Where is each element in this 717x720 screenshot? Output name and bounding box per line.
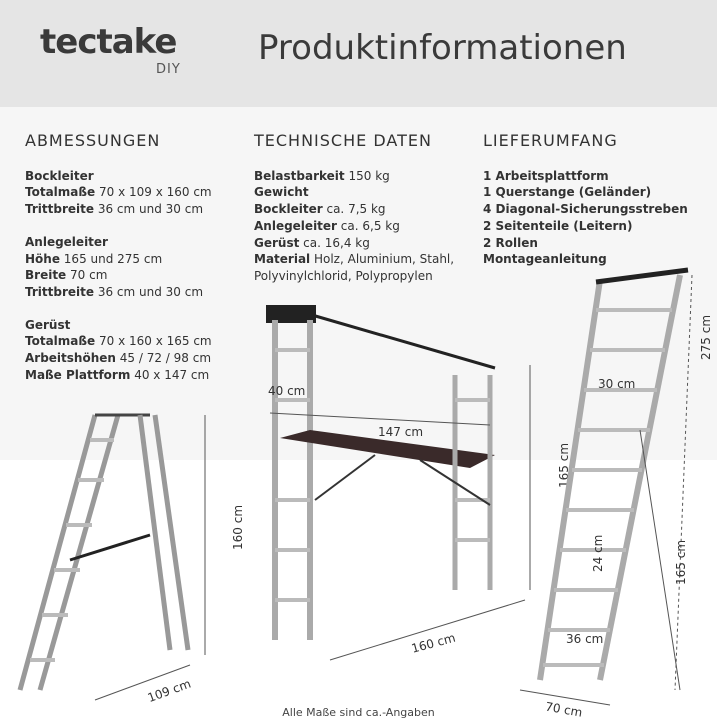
dim-ladder-rung: 24 cm xyxy=(591,534,605,572)
delivery-item: 2 Rollen xyxy=(483,235,538,250)
section-title: Gerüst xyxy=(25,317,71,332)
dim-ladder-low: 165 cm xyxy=(674,539,688,585)
delivery-item: Montageanleitung xyxy=(483,252,607,267)
spec-row: Trittbreite 36 cm und 30 cm xyxy=(25,202,204,217)
spec-row: Maße Plattform 40 x 147 cm xyxy=(25,367,210,382)
spec-row: Höhe 165 und 275 cm xyxy=(25,251,163,266)
geruest-illustration xyxy=(266,305,530,660)
brand-sub: DIY xyxy=(156,62,181,77)
technik-heading: TECHNISCHE DATEN xyxy=(254,131,432,150)
spec-row: Arbeitshöhen 45 / 72 / 98 cm xyxy=(25,351,212,366)
dim-ladder-step: 30 cm xyxy=(598,377,636,391)
spec-row: Totalmaße 70 x 109 x 160 cm xyxy=(25,185,212,200)
abmessungen-heading: ABMESSUNGEN xyxy=(25,131,161,150)
spec-row: Totalmaße 70 x 160 x 165 cm xyxy=(25,334,212,349)
dim-platform-depth: 40 cm xyxy=(268,384,306,398)
spec-row-cont: Polyvinylchlorid, Polypropylen xyxy=(254,268,433,283)
dim-ladder-top: 275 cm xyxy=(699,314,713,360)
spec-row: Anlegeleiter ca. 6,5 kg xyxy=(254,218,400,233)
spec-row: Trittbreite 36 cm und 30 cm xyxy=(25,284,204,299)
brand-logo: tectake xyxy=(40,22,177,62)
dim-ladder-36: 36 cm xyxy=(566,632,604,646)
delivery-item: 2 Seitenteile (Leitern) xyxy=(483,218,633,233)
spec-row: Material Holz, Aluminium, Stahl, xyxy=(254,252,455,267)
spec-row: Gewicht xyxy=(254,185,309,200)
dim-scaffold-height: 165 cm xyxy=(557,442,571,488)
dim-scaffold-width: 160 cm xyxy=(409,630,458,656)
bockleiter-illustration xyxy=(20,415,205,700)
spec-row: Breite 70 cm xyxy=(25,268,108,283)
lieferumfang-heading: LIEFERUMFANG xyxy=(483,131,618,150)
spec-row: Belastbarkeit 150 kg xyxy=(254,168,390,183)
section-title: Bockleiter xyxy=(25,168,94,183)
spec-row: Bockleiter ca. 7,5 kg xyxy=(254,202,386,217)
dim-bock-depth: 109 cm xyxy=(145,676,193,706)
dim-bock-height: 160 cm xyxy=(231,504,245,550)
spec-row: Gerüst ca. 16,4 kg xyxy=(254,235,370,250)
page-title: Produktinformationen xyxy=(258,28,627,68)
section-title: Anlegeleiter xyxy=(25,234,108,249)
delivery-item: 1 Querstange (Geländer) xyxy=(483,185,652,200)
footer-note: Alle Maße sind ca.-Angaben xyxy=(282,706,435,719)
dim-platform-width: 147 cm xyxy=(378,425,424,439)
delivery-item: 4 Diagonal-Sicherungsstreben xyxy=(483,202,688,217)
delivery-item: 1 Arbeitsplattform xyxy=(483,168,609,183)
dim-ladder-width: 70 cm xyxy=(544,699,584,720)
anlegeleiter-illustration xyxy=(520,270,692,705)
